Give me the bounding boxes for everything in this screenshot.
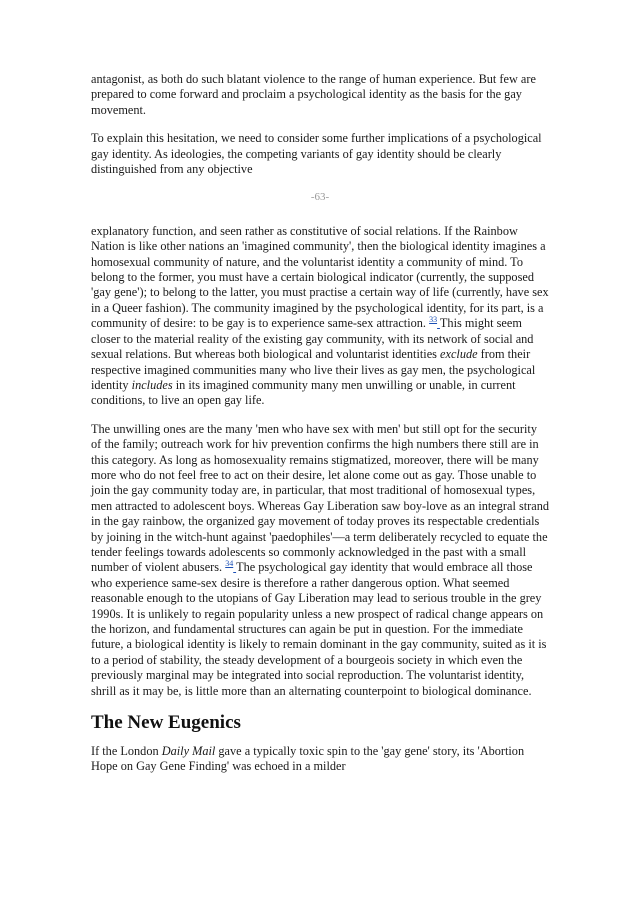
paragraph-unwilling-part-b: The psychological gay identity that would embrace all those who experience same-sex desire is therefore a rather dangerous option. What seemed reasonable enough to the utopians of Gay Liberation may lead to serious trouble in the grey 1990s. It is unlikely to regain popularity unless a new prospect of radical change appears on the horizon, and fundamental structures can again be put in question. For the immediate future, a biological identity is likely to remain dominant in the gay community, suited as it is to a period of stability, the steady development of a bourgeois society in which even the previously marginal may be integrated into social reproduction. The voluntarist identity, shrill as it may be, is little more than an alternating counterpoint to biological dominance. [91,560,547,698]
document-page [91,72,549,788]
paragraph-antagonist: antagonist, as both do such blatant violence to the range of human experience. But few are prepared to come forward and proclaim a psychological identity as the basis for the gay movement. [91,72,536,117]
emphasis-daily-mail: Daily Mail [161,744,216,759]
paragraph-daily-mail-part-b: gave a typically toxic spin to the 'gay gene' story, its 'Abortion Hope on Gay Gene Finding' was echoed in a milder [91,744,525,774]
paragraph-explanatory-part-b: This might seem closer to the material reality of the existing gay community, with its network of social and sexual relations. But whereas both biological and voluntarist identities [91,316,534,362]
footnote-link-34[interactable]: 34 [225,559,234,569]
paragraph-hesitation: To explain this hesitation, we need to consider some further implications of a psychological gay identity. As ideologies, the competing variants of gay identity should be clearly distinguished from any objective [91,131,542,177]
paragraph-explanatory-part-d: in its imagined community many men unwilling or unable, in current conditions, to live an open gay life. [91,377,516,408]
section-heading: The New Eugenics [91,712,241,734]
emphasis-exclude: exclude [440,347,478,362]
paragraph-daily-mail [91,744,549,775]
paragraph-unwilling [91,422,549,699]
paragraph-explanatory-part-a: explanatory function, and seen rather as constitutive of social relations. If the Rainbow Nation is like other nations an 'imagined community', then the biological identity imagines a homosexual community of nature, and the voluntarist identity a community of mind. To belong to the former, you must have a certain biological indicator (currently, the supposed 'gay gene'); to belong to the latter, you must practise a certain way of life (currently, have sex in a Queer fashion). The community imagined by the psychological identity, for its part, is a community of desire: to be gay is to experience same-sex attraction. [91,223,549,331]
paragraph-explanatory-part-c: from their respective imagined communities many who live their lives as gay men, the psychological identity [91,347,536,392]
emphasis-includes: includes [131,377,173,392]
footnote-link-33[interactable]: 33 [429,315,438,325]
paragraph-daily-mail-part-a: If the London [91,744,159,759]
paragraph-unwilling-part-a: The unwilling ones are the many 'men who have sex with men' but still opt for the security of the family; outreach work for hiv prevention confirms the high numbers there still are in this category. As long as homosexuality remains stigmatized, moreover, there will be many more who do not feel free to act on their desire, let alone come out as gay. Those unable to join the gay community today are, in particular, that most traditional of homosexual types, men attracted to adolescent boys. Whereas Gay Liberation saw boy-love as an integral strand in the gay rainbow, the organized gay movement of today proves its respectable credentials by joining in the witch-hunt against 'paedophiles'—a term deliberately recycled to equate the tender feelings towards adolescents so commonly acknowledged in the past with a small number of violent abusers. [91,421,550,575]
page-number: -63- [310,191,330,204]
paragraph-explanatory [91,224,549,409]
